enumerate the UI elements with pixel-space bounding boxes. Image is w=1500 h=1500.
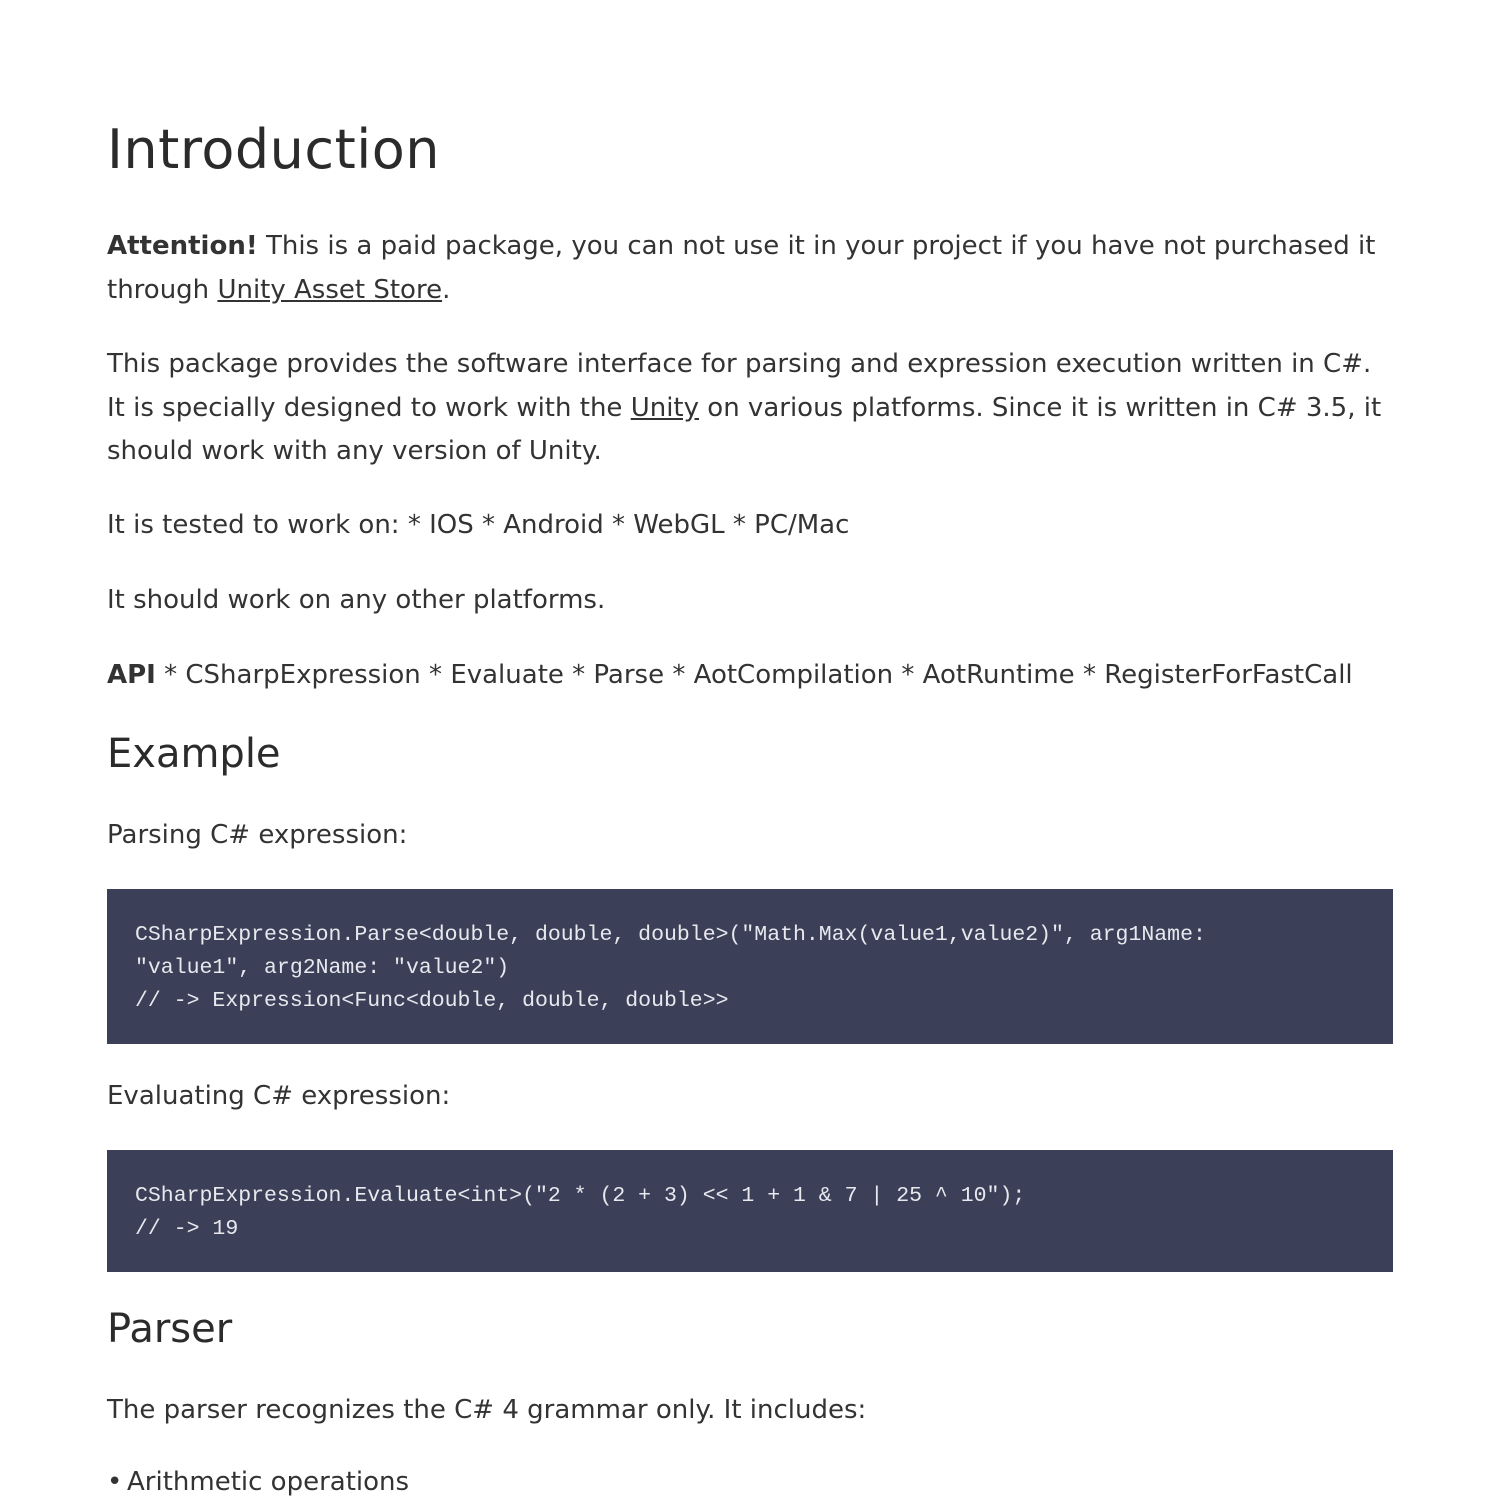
list-item-label: Arithmetic operations xyxy=(127,1467,410,1497)
api-list: * CSharpExpression * Evaluate * Parse * AotCompilation * AotRuntime * RegisterForFastCall xyxy=(155,660,1353,690)
bullet-icon: • xyxy=(107,1467,123,1497)
description-paragraph xyxy=(107,343,1393,474)
parser-feature-list xyxy=(107,1467,409,1497)
evaluating-label: Evaluating C# expression: xyxy=(107,1081,451,1111)
tested-platforms-paragraph: It is tested to work on: * IOS * Android * WebGL * PC/Mac xyxy=(107,510,850,540)
other-platforms-paragraph: It should work on any other platforms. xyxy=(107,585,606,615)
list-item xyxy=(107,1467,409,1497)
api-paragraph xyxy=(107,654,1393,698)
unity-link[interactable]: Unity xyxy=(630,392,700,423)
evaluating-code-block: CSharpExpression.Evaluate<int>("2 * (2 + 3) << 1 + 1 & 7 | 25 ^ 10"); // -> 19 xyxy=(107,1150,1393,1272)
attention-end: . xyxy=(442,274,451,305)
description-part2: on various platforms. Since it is written in C# 3.5, it should work with any version of Unity. xyxy=(107,392,1382,466)
attention-label: Attention! xyxy=(107,231,258,261)
parsing-label: Parsing C# expression: xyxy=(107,820,408,850)
parser-heading: Parser xyxy=(107,1306,233,1352)
parsing-code-block: CSharpExpression.Parse<double, double, double>("Math.Max(value1,value2)", arg1Name: "value1", arg2Name: "value2") // -> Expression<Func<double, double, double>> xyxy=(107,889,1393,1044)
attention-paragraph xyxy=(107,225,1393,312)
parser-paragraph: The parser recognizes the C# 4 grammar only. It includes: xyxy=(107,1395,867,1425)
example-heading: Example xyxy=(107,731,281,777)
page-title: Introduction xyxy=(107,118,441,181)
attention-text: This is a paid package, you can not use it in your project if you have not purchased it through xyxy=(107,231,1376,305)
description-part1: This package provides the software interface for parsing and expression execution written in C#. It is specially designed to work with the xyxy=(107,349,1372,423)
api-label: API xyxy=(107,660,156,690)
unity-asset-store-link[interactable]: Unity Asset Store xyxy=(217,274,443,305)
